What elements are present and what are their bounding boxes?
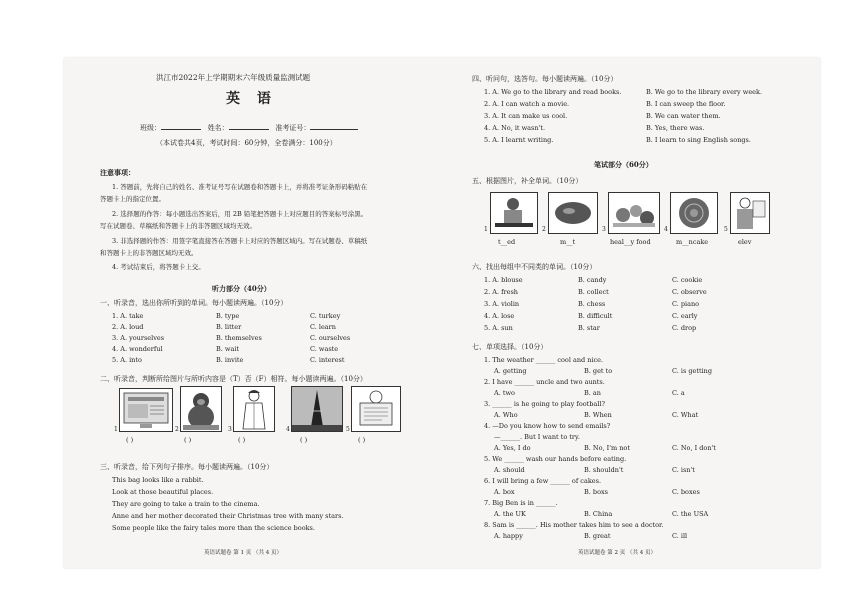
option: C. a — [672, 389, 685, 397]
name-blank — [229, 122, 269, 130]
section-5-title: 五、根据图片，补全单词。（10分） — [472, 177, 583, 185]
tired-boy-illustration — [491, 193, 537, 233]
picture-number: 5 — [724, 226, 728, 233]
computer-screen-picture — [119, 388, 173, 432]
option: C. boxes — [672, 488, 700, 496]
exam-paper — [64, 58, 820, 568]
option: C. observe — [672, 288, 707, 296]
gorilla-picture — [180, 386, 222, 432]
eleven-illustration — [731, 193, 769, 233]
class-label: 班级： — [140, 124, 161, 132]
healthy-food-picture — [608, 192, 660, 234]
option: 5. A. sun — [484, 324, 513, 332]
picture-number: 5 — [346, 426, 350, 433]
question: 6. I will bring a few ______ of cakes. — [484, 477, 602, 485]
name-label: 姓名： — [207, 124, 229, 132]
page-footer: 英语试题卷 第 2 页 （共 4 页） — [578, 550, 656, 556]
option: B. great — [584, 532, 611, 540]
option: 3. A. violin — [484, 300, 520, 308]
exam-info: （本试卷共4页，考试时间：60分钟，全卷满分：100分） — [156, 139, 337, 147]
picture-number: 4 — [286, 426, 290, 433]
option: 5. A. into — [112, 356, 142, 364]
option: B. invite — [216, 356, 244, 364]
note-line: 和答题卡上的非答题区域均无效。 — [100, 249, 198, 257]
word-blank: m__ncake — [676, 238, 709, 246]
option: 2. A. fresh — [484, 288, 518, 296]
option: A. happy — [494, 532, 523, 540]
class-blank — [161, 122, 201, 130]
section-4-title: 四、听问句，选答句。每小题读两遍。（10分） — [472, 75, 618, 83]
option: C. ill — [672, 532, 688, 540]
note-line: 1. 答题前，先将自己的姓名、准考证号写在试题卷和答题卡上，并将准考证条形码粘贴在 — [112, 183, 368, 191]
exam-number-blank — [310, 122, 358, 130]
option: C. isn't — [672, 466, 695, 474]
option: C. early — [672, 312, 698, 320]
option: C. turkey — [310, 312, 341, 320]
option: C. is getting — [672, 367, 713, 375]
picture-number: 4 — [664, 226, 668, 233]
option: B. I learn to sing English songs. — [646, 136, 751, 144]
picture-number: 3 — [602, 226, 606, 233]
picture-number: 3 — [228, 426, 232, 433]
healthy-food-illustration — [609, 193, 659, 233]
answer-paren: ( ) — [238, 436, 246, 444]
option: B. We go to the library every week. — [646, 88, 763, 96]
option: 3. A. It can make us cool. — [484, 112, 568, 120]
option: B. When — [584, 411, 612, 419]
option: C. piano — [672, 300, 700, 308]
option: A. two — [494, 389, 515, 397]
picture-number: 1 — [114, 426, 118, 433]
question: 1. The weather ______ cool and nice. — [484, 356, 604, 364]
option: B. difficult — [578, 312, 613, 320]
option: 1. A. take — [112, 312, 144, 320]
woman-picture — [233, 386, 275, 432]
listening-title: 听力部分（40分） — [212, 284, 271, 293]
exam-title: 洪江市2022年上学期期末六年级质量监测试题 — [156, 73, 311, 82]
option: C. waste — [310, 345, 339, 353]
option: B. type — [216, 312, 240, 320]
option: C. No, I don't — [672, 444, 716, 452]
option: A. should — [494, 466, 525, 474]
page-2 — [458, 58, 820, 568]
section-3-title: 三、听录音，给下列句子排序。每小题读两遍。（10分） — [100, 463, 274, 471]
note-line: 3. 非选择题的作答：用签字笔直接答在答题卡上对应的答题区域内。写在试题卷、草稿纸 — [112, 237, 368, 245]
answer-paren: ( ) — [300, 436, 308, 444]
option: B. wait — [216, 345, 240, 353]
question-reply: —______. But I want to try. — [494, 433, 580, 441]
picture-number: 2 — [175, 426, 179, 433]
question: 8. Sam is ______. His mother takes him to see a doctor. — [484, 521, 664, 529]
question: 5. We ______ wash our hands before eating. — [484, 455, 627, 463]
sentence: Some people like the fairy tales more than the science books. — [112, 524, 315, 532]
option: A. getting — [494, 367, 527, 375]
option: 1. A. We go to the library and read books. — [484, 88, 622, 96]
option: A. Who — [494, 411, 518, 419]
mooncake-illustration — [671, 193, 717, 233]
option: B. I can sweep the floor. — [646, 100, 726, 108]
option: C. interest — [310, 356, 345, 364]
option: B. China — [584, 510, 613, 518]
option: 3. A. yourselves — [112, 334, 165, 342]
option: C. drop — [672, 324, 697, 332]
meat-picture — [548, 192, 598, 234]
question: 3. ______ is he going to play football? — [484, 400, 605, 408]
written-title: 笔试部分（60分） — [594, 160, 653, 169]
option: A. box — [494, 488, 515, 496]
answer-paren: ( ) — [126, 436, 134, 444]
section-1-title: 一、听录音，选出你所听到的单词。每小题读两遍。（10分） — [100, 299, 288, 307]
section-7-title: 七、单项选择。（10分） — [472, 343, 548, 351]
option: B. We can water them. — [646, 112, 721, 120]
eiffel-tower-illustration — [292, 387, 342, 431]
option: 4. A. wonderful — [112, 345, 163, 353]
word-blank: t__ed — [498, 238, 516, 246]
option: C. the USA — [672, 510, 709, 518]
eiffel-tower-picture — [291, 386, 343, 432]
option: B. get to — [584, 367, 613, 375]
option: 5. A. I learnt writing. — [484, 136, 554, 144]
newspaper-reader-illustration — [352, 387, 400, 431]
option: B. themselves — [216, 334, 262, 342]
option: C. What — [672, 411, 699, 419]
option: 1. A. blouse — [484, 276, 523, 284]
answer-paren: ( ) — [358, 436, 366, 444]
note-line: 2. 选择题的作答：每小题选出答案后，用 2B 铅笔把答题卡上对应题目的答案标号涂黑。 — [112, 210, 368, 218]
notes-title: 注意事项： — [100, 168, 135, 177]
mooncake-picture — [670, 192, 718, 234]
option: 2. A. I can watch a movie. — [484, 100, 570, 108]
subject-title: 英 语 — [226, 91, 277, 107]
note-line: 4. 考试结束后，将答题卡上交。 — [112, 263, 205, 271]
option: 4. A. No, it wasn't. — [484, 124, 546, 132]
option: B. boxs — [584, 488, 608, 496]
meat-illustration — [549, 193, 597, 233]
word-blank: elev — [738, 238, 752, 246]
option: 2. A. loud — [112, 323, 144, 331]
option: B. No, I'm not — [584, 444, 630, 452]
option: B. star — [578, 324, 600, 332]
option: B. collect — [578, 288, 609, 296]
word-blank: heal__y food — [610, 238, 651, 246]
gorilla-illustration — [181, 387, 221, 431]
answer-paren: ( ) — [184, 436, 192, 444]
page-footer: 英语试题卷 第 1 页 （共 4 页） — [204, 550, 282, 556]
info-line — [140, 122, 358, 133]
option: B. candy — [578, 276, 607, 284]
option: C. ourselves — [310, 334, 351, 342]
newspaper-reader-picture — [351, 386, 401, 432]
option: A. the UK — [494, 510, 526, 518]
question: 2. I have ______ uncle and two aunts. — [484, 378, 605, 386]
computer-screen-illustration — [120, 389, 172, 431]
picture-number: 2 — [542, 226, 546, 233]
tired-boy-picture — [490, 192, 538, 234]
eleven-picture — [730, 192, 770, 234]
option: B. shouldn't — [584, 466, 624, 474]
option: B. litter — [216, 323, 242, 331]
option: C. cookie — [672, 276, 703, 284]
page-1 — [64, 58, 440, 568]
option: B. Yes, there was. — [646, 124, 705, 132]
sentence: Anne and her mother decorated their Christmas tree with many stars. — [112, 512, 344, 520]
option: B. chess — [578, 300, 606, 308]
question: 4. —Do you know how to send emails? — [484, 422, 611, 430]
woman-illustration — [234, 387, 274, 431]
sentence: This bag looks like a rabbit. — [112, 476, 204, 484]
option: B. an — [584, 389, 601, 397]
option: 4. A. lose — [484, 312, 515, 320]
section-2-title: 二、听录音，判断所给图片与所听内容是（T）否（F）相符。每小题读两遍。（10分） — [100, 375, 367, 383]
exam-number-label: 准考证号： — [275, 124, 311, 132]
picture-number: 1 — [484, 226, 488, 233]
section-6-title: 六、找出每组中不同类的单词。（10分） — [472, 263, 597, 271]
option: C. learn — [310, 323, 336, 331]
option: A. Yes, I do — [494, 444, 531, 452]
sentence: Look at those beautiful places. — [112, 488, 214, 496]
word-blank: m__t — [560, 238, 576, 246]
note-line: 答题卡上的指定位置。 — [100, 195, 165, 203]
sentence: They are going to take a train to the cinema. — [112, 500, 260, 508]
note-line: 写在试题卷、草稿纸和答题卡上的非答题区域均无效。 — [100, 222, 256, 230]
question: 7. Big Ben is in ______. — [484, 499, 558, 507]
